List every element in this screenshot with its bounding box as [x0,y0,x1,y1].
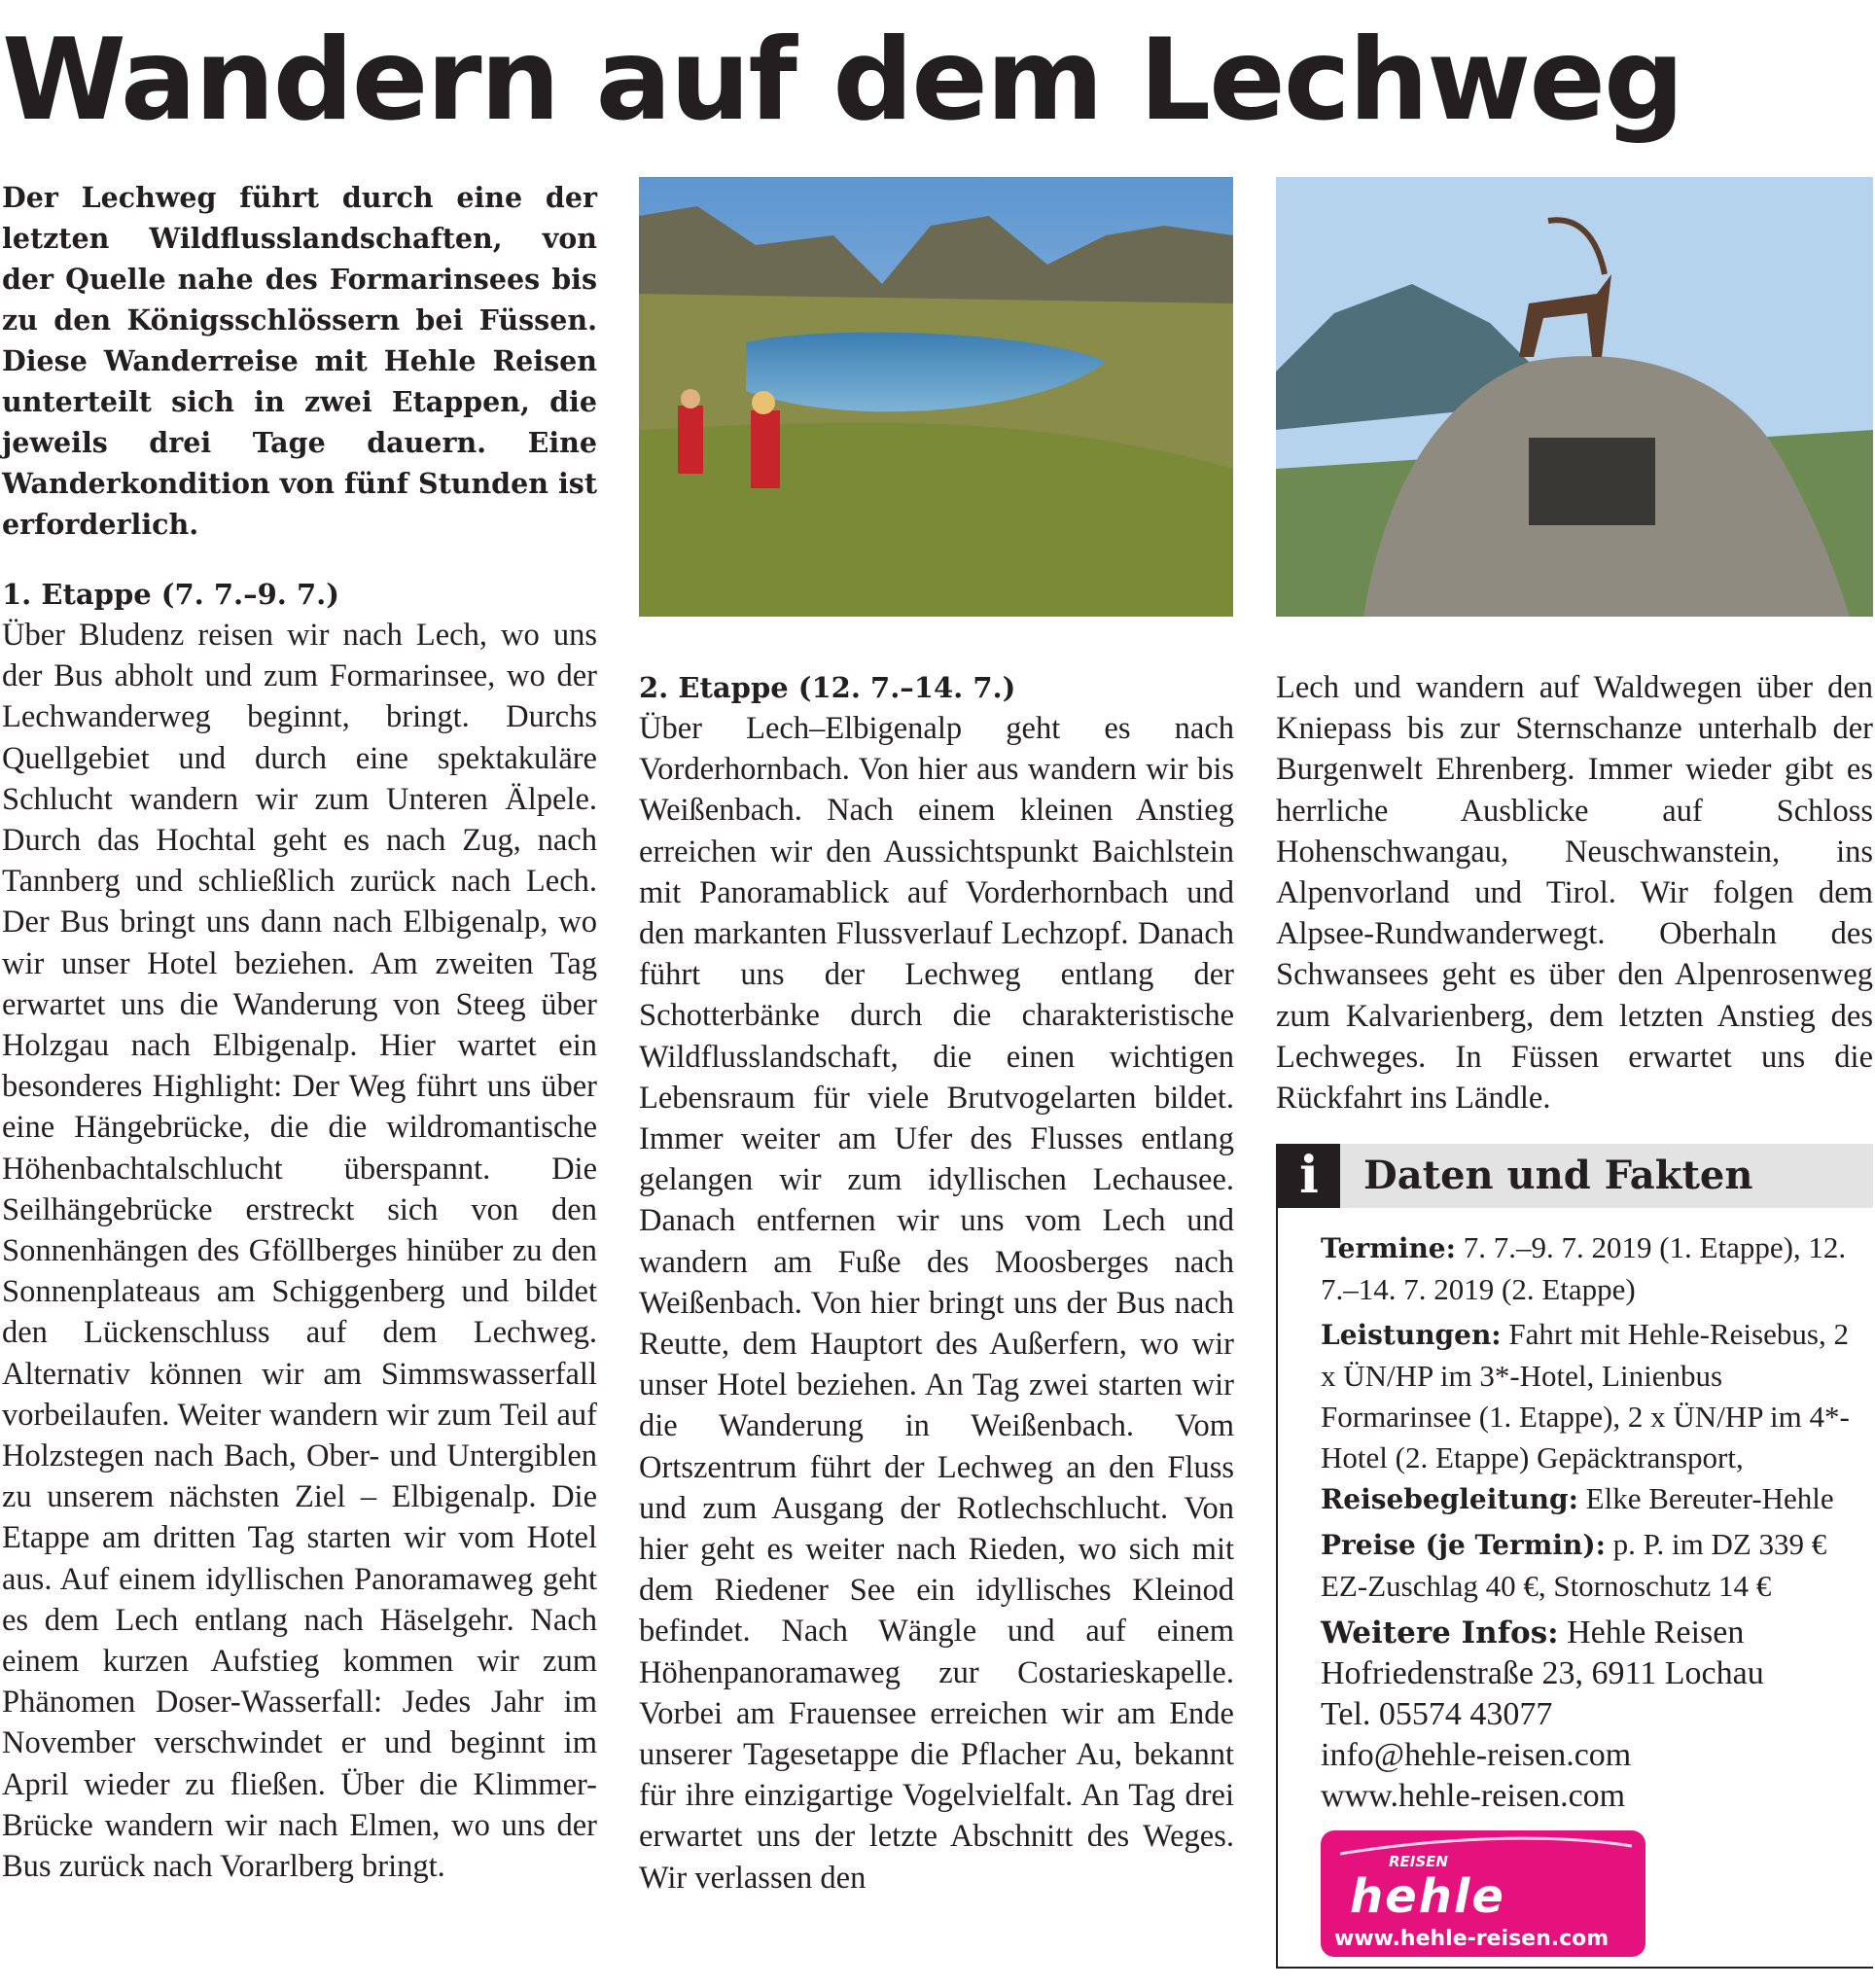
column-3 [1276,667,1873,1969]
value: p. P. im DZ 339 € EZ-Zuschlag 40 €, Stornoschutz 14 € [1321,1527,1827,1604]
info-icon: i [1278,1144,1340,1208]
value: 7. 7.–9. 7. 2019 (1. Etappe), 12. 7.–14. 7. 2019 (2. Etappe) [1321,1230,1847,1307]
company-name: Hehle Reisen [1567,1615,1745,1651]
logo-brand: hehle [1350,1869,1505,1925]
label: Weitere Infos: [1321,1615,1559,1651]
facts-title: Daten und Fakten [1363,1153,1753,1199]
phone: Tel. 05574 43077 [1321,1696,1553,1733]
facts-contact [1321,1613,1863,1817]
value: Elke Bereuter-Hehle [1585,1481,1834,1516]
label: Preise (je Termin): [1321,1529,1606,1562]
stage1-text: Über Bludenz reisen wir nach Lech, wo uns der Bus abholt und zum Formarinsee, wo der Lechwanderweg beginnt, bringt. Durchs Quellgebiet und durch eine spektakuläre Schlucht wandern wir zum Unteren Älpele. Durch das Hochtal geht es nach Zug, nach Tannberg und schließlich zurück nach Lech. Der Bus bringt uns dann nach Elbigenalp, wo wir unser Hotel beziehen. Am zweiten Tag erwartet uns die Wanderung von Steeg über Holzgau nach Elbigenalp. Hier wartet ein besonderes Highlight: Der Weg führt uns über eine Hängebrücke, die die wildromantische Höhenbachtalschlucht überspannt. Die Seilhängebrücke erstreckt sich von den Sonnenhängen des Gföllberges hinüber zu den Sonnenplateaus am Schiggenberg und bildet den Lückenschluss auf dem Lechweg. Alternativ können wir am Simmswasserfall vorbeilaufen. Weiter wandern wir zum Teil auf Holzstegen nach Bach, Ober- und Untergiblen zu unserem nächsten Ziel – Elbigenalp. Die Etappe am dritten Tag starten wir vom Hotel aus. Auf einem idyllischen Panoramaweg geht es dem Lech entlang nach Häselgehr. Nach einem kurzen Aufstieg kommen wir zum Phänomen Doser-Wasserfall: Jedes Jahr im November verschwindet er und beginnt im April wieder zu fließen. Über die Klimmer-Brücke wandern wir nach Elmen, wo uns der Bus zurück nach Vorarlberg bringt. [2,618,597,1885]
label: Reisebegleitung: [1321,1483,1578,1516]
facts-header [1278,1144,1873,1208]
headline: Wandern auf dem Lechweg [2,15,1683,146]
photo-formarinsee-hikers [639,177,1233,617]
facts-box [1276,1144,1873,1969]
facts-leistungen [1321,1314,1863,1478]
photo-ibex-statue [1276,177,1873,617]
value: Fahrt mit Hehle-Reisebus, 2 x ÜN/HP im 3*-Hotel, Linienbus Formarinsee (1. Etappe), 2 x ÜN/HP im 4*-Hotel (2. Etappe) Gepäcktransport, [1321,1317,1850,1475]
logo-url: www.hehle-reisen.com [1334,1927,1610,1952]
website-link[interactable]: www.hehle-reisen.com [1321,1778,1626,1815]
facts-preise [1321,1524,1863,1607]
column-2 [639,667,1234,1899]
stage2-heading: 2. Etappe (12. 7.–14. 7.) [639,671,1016,704]
address: Hofriedenstraße 23, 6911 Lochau [1321,1655,1764,1692]
intro-lead: Der Lechweg führt durch eine der letzten Wildflusslandschaften, von der Quelle nahe des Formarinsees bis zu den Königsschlössern bei Füssen. Diese Wanderreise mit Hehle Reisen unterteilt sich in zwei Etappen, die jeweils drei Tage dauern. Eine Wanderkondition von fünf Stunden ist erforderlich. [2,181,597,541]
label: Leistungen: [1321,1319,1502,1352]
column-1 [2,177,597,1887]
stage2-text: Über Lech–Elbigenalp geht es nach Vorderhornbach. Von hier aus wandern wir bis Weißenbach. Nach einem kleinen Anstieg erreichen wir den Aussichtspunkt Baichlstein mit Panoramablick auf Vorderhornbach und den markanten Flussverlauf Lechzopf. Danach führt uns der Lechweg entlang der Schotterbänke durch die charakteristische Wildflusslandschaft, die einen wichtigen Lebensraum für viele Brutvogelarten bildet. Immer weiter am Ufer des Flusses entlang gelangen wir zum idyllischen Lechausee. Danach entfernen wir uns vom Lech und wandern am Fuße des Moosberges nach Weißenbach. Von hier bringt uns der Bus nach Reutte, dem Hauptort des Außerfern, wo wir unser Hotel beziehen. An Tag zwei starten wir die Wanderung in Weißenbach. Vom Ortszentrum führt der Lechweg an den Fluss und zum Ausgang der Rotlechschlucht. Von hier geht es weiter nach Rieden, wo sich mit dem Riedener See ein idyllisches Kleinod befindet. Nach Wängle und auf einem Höhenpanoramaweg zur Costarieskapelle. Vorbei am Frauensee erreichen wir am Ende unserer Tagesetappe die Pflacher Au, bekannt für ihre einzigartige Vogelvielfalt. An Tag drei erwartet uns der letzte Abschnitt des Weges. Wir verlassen den [639,711,1234,1896]
hehle-reisen-logo [1321,1830,1645,1957]
facts-begleitung [1321,1478,1863,1520]
stage2-text-continued: Lech und wandern auf Waldwegen über den Kniepass bis zur Sternschanze unterhalb der Burgenwelt Ehrenberg. Immer wieder gibt es herrliche Ausblicke auf Schloss Hohenschwangau, Neuschwanstein, ins Alpenvorland und Tirol. Wir folgen dem Alpsee-Rundwanderwegt. Oberhaln des Schwansees geht es über den Alpenrosenweg zum Kalvarienberg, dem letzten Anstieg des Lechweges. In Füssen erwartet uns die Rückfahrt ins Ländle. [1276,670,1873,1117]
facts-termine [1321,1227,1863,1310]
email-link[interactable]: info@hehle-reisen.com [1321,1737,1632,1774]
logo-small-text: REISEN [1389,1853,1448,1871]
stage1-heading: 1. Etappe (7. 7.–9. 7.) [2,578,339,611]
label: Termine: [1321,1232,1456,1265]
